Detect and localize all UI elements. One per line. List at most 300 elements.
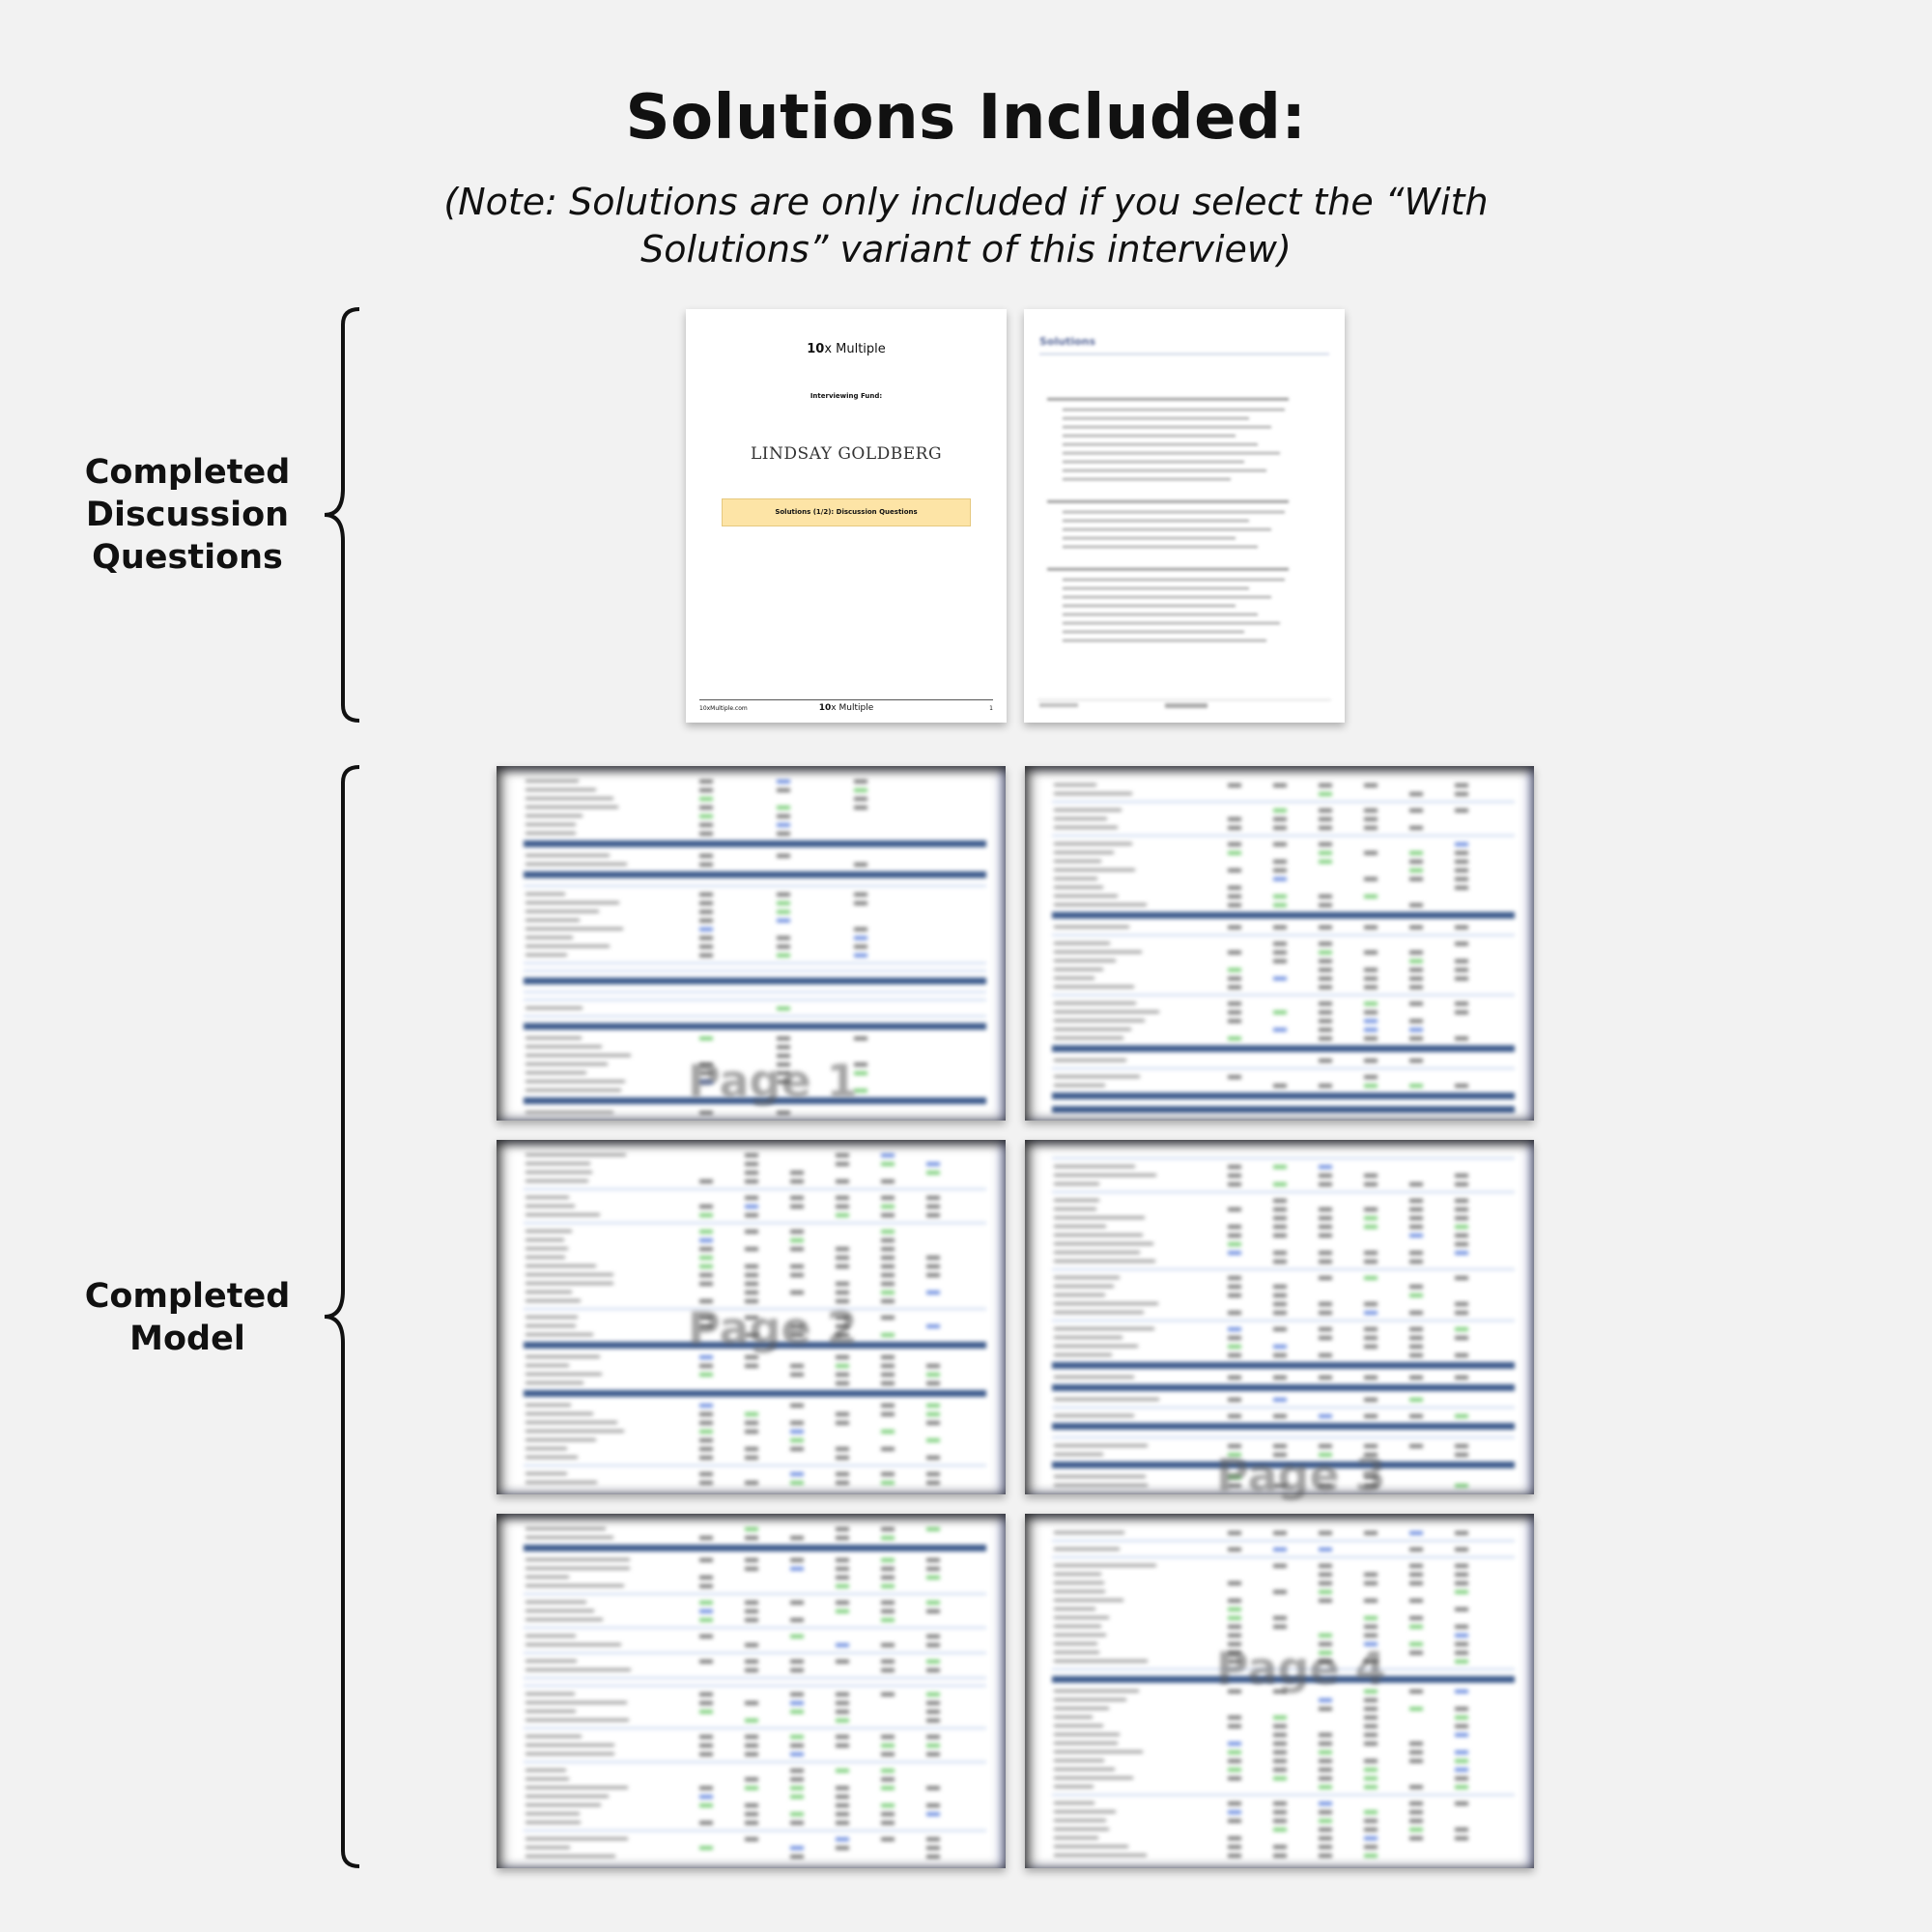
sheet-cell bbox=[1273, 826, 1287, 830]
sheet-cell bbox=[1319, 1581, 1332, 1585]
sheet-cell bbox=[777, 1007, 790, 1010]
sheet-cell bbox=[745, 1527, 758, 1531]
sheet-cell bbox=[926, 1735, 940, 1739]
sheet-cell bbox=[699, 832, 713, 836]
sheet-cell bbox=[745, 1273, 758, 1277]
sheet-cell bbox=[881, 1291, 895, 1294]
watermark-page-4: Page 4 bbox=[1216, 1642, 1386, 1694]
sheet-cell bbox=[790, 1536, 804, 1540]
sheet-cell bbox=[836, 1744, 849, 1747]
sheet-cell bbox=[1409, 1564, 1423, 1568]
sheet-cell bbox=[1273, 951, 1287, 954]
sheet-header-bar bbox=[524, 1545, 986, 1551]
sheet-cell bbox=[1409, 1019, 1423, 1023]
sheet-cell bbox=[1319, 1234, 1332, 1237]
sheet-row-label bbox=[1054, 951, 1142, 953]
sheet-cell bbox=[881, 1264, 895, 1268]
sheet-cell bbox=[1273, 1234, 1287, 1237]
sheet-cell bbox=[1364, 1028, 1378, 1032]
sheet-cell bbox=[881, 1238, 895, 1242]
sheet-section-line bbox=[1052, 801, 1515, 803]
sheet-cell bbox=[1273, 1345, 1287, 1349]
sheet-cell bbox=[1409, 1311, 1423, 1315]
sheet-cell bbox=[926, 1634, 940, 1638]
sheet-cell bbox=[1228, 826, 1241, 830]
sheet-row-label bbox=[526, 1558, 630, 1561]
sheet-cell bbox=[790, 1238, 804, 1242]
sheet-cell bbox=[1364, 1776, 1378, 1780]
sheet-cell bbox=[1364, 1573, 1378, 1577]
sheet-cell bbox=[745, 1247, 758, 1251]
sheet-cell bbox=[1319, 1785, 1332, 1789]
sheet-cell bbox=[777, 806, 790, 810]
sheet-cell bbox=[1409, 1759, 1423, 1763]
bracket-model bbox=[317, 763, 365, 1870]
sheet-cell bbox=[790, 1247, 804, 1251]
sheet-cell bbox=[1228, 1037, 1241, 1040]
sheet-cell bbox=[790, 1618, 804, 1622]
sheet-cell bbox=[1273, 1768, 1287, 1772]
sheet-cell bbox=[1364, 1336, 1378, 1340]
sheet-cell bbox=[1273, 1548, 1287, 1551]
sheet-cell bbox=[1409, 1444, 1423, 1448]
sheet-cell bbox=[1455, 1302, 1468, 1306]
sheet-cell bbox=[1364, 1716, 1378, 1719]
sheet-cell bbox=[790, 1752, 804, 1756]
sheet-cell bbox=[881, 1752, 895, 1756]
sheet-cell bbox=[881, 1660, 895, 1663]
sheet-cell bbox=[1455, 1311, 1468, 1315]
sheet-cell bbox=[1319, 1182, 1332, 1186]
sheet-cell bbox=[1273, 1802, 1287, 1805]
sheet-cell bbox=[745, 1735, 758, 1739]
sheet-cell bbox=[854, 863, 867, 867]
sheet-cell bbox=[1319, 1327, 1332, 1331]
sheet-cell bbox=[1228, 1276, 1241, 1280]
sheet-cell bbox=[881, 1373, 895, 1377]
sheet-row-label bbox=[1054, 809, 1122, 811]
sheet-cell bbox=[881, 1837, 895, 1841]
sheet-row-label bbox=[526, 1153, 626, 1156]
sheet-cell bbox=[1455, 1353, 1468, 1357]
sheet-cell bbox=[1319, 1376, 1332, 1379]
sheet-cell bbox=[1228, 951, 1241, 954]
sheet-cell bbox=[1319, 1208, 1332, 1211]
sheet-row-label bbox=[526, 1710, 576, 1713]
sheet-cell bbox=[1273, 1208, 1287, 1211]
solutions-answer-line bbox=[1063, 537, 1236, 539]
sheet-row-label bbox=[1054, 925, 1129, 928]
sheet-cell bbox=[1409, 1199, 1423, 1203]
sheet-row-label bbox=[526, 1812, 580, 1815]
sheet-cell bbox=[1455, 1785, 1468, 1789]
sheet-cell bbox=[1228, 1353, 1241, 1357]
sheet-cell bbox=[836, 1846, 849, 1850]
solutions-answer-line bbox=[1063, 417, 1249, 419]
sheet-row-label bbox=[526, 1273, 613, 1276]
sheet-cell bbox=[1409, 1616, 1423, 1620]
sheet-cell bbox=[1273, 1828, 1287, 1832]
sheet-cell bbox=[699, 1430, 713, 1434]
sheet-cell bbox=[699, 797, 713, 801]
sheet-cell bbox=[926, 1373, 940, 1377]
sheet-cell bbox=[836, 1576, 849, 1579]
sheet-cell bbox=[1455, 1776, 1468, 1780]
sheet-cell bbox=[836, 1710, 849, 1714]
sheet-cell bbox=[699, 1692, 713, 1696]
sheet-cell bbox=[1409, 1216, 1423, 1220]
sheet-row-label bbox=[526, 1430, 624, 1433]
sheet-section-line bbox=[524, 999, 986, 1001]
sheet-cell bbox=[836, 1692, 849, 1696]
sheet-cell bbox=[1319, 1742, 1332, 1746]
sheet-cell bbox=[1273, 1028, 1287, 1032]
sheet-cell bbox=[1319, 1414, 1332, 1418]
sheet-cell bbox=[699, 814, 713, 818]
sheet-cell bbox=[881, 1179, 895, 1183]
sheet-cell bbox=[1409, 1750, 1423, 1754]
sheet-cell bbox=[1364, 1216, 1378, 1220]
sheet-row-label bbox=[526, 1355, 600, 1358]
sheet-cell bbox=[777, 832, 790, 836]
sheet-cell bbox=[699, 1273, 713, 1277]
sheet-row-label bbox=[1054, 877, 1097, 880]
sheet-cell bbox=[1319, 1750, 1332, 1754]
sheet-cell bbox=[699, 780, 713, 783]
sheet-row-label bbox=[526, 1247, 568, 1250]
sheet-cell bbox=[790, 1846, 804, 1850]
sheet-cell bbox=[1455, 1651, 1468, 1655]
sheet-cell bbox=[1409, 1353, 1423, 1357]
sheet-cell bbox=[745, 1282, 758, 1286]
sheet-cell bbox=[1409, 1819, 1423, 1823]
label-line: Discussion bbox=[85, 496, 290, 534]
sheet-cell bbox=[1319, 1165, 1332, 1169]
sheet-cell bbox=[777, 814, 790, 818]
sheet-cell bbox=[1364, 877, 1378, 881]
sheet-row-label bbox=[1054, 1075, 1140, 1078]
sheet-cell bbox=[790, 1710, 804, 1714]
sheet-row-label bbox=[1054, 1484, 1148, 1487]
sheet-row-label bbox=[1054, 1345, 1138, 1348]
label-line: Completed bbox=[84, 453, 291, 492]
sheet-cell bbox=[881, 1205, 895, 1208]
sheet-row-label bbox=[526, 1769, 566, 1772]
sheet-row-label bbox=[526, 1601, 586, 1604]
sheet-cell bbox=[745, 1171, 758, 1175]
sheet-header-bar bbox=[524, 1390, 986, 1397]
sheet-cell bbox=[836, 1481, 849, 1485]
sheet-section-line bbox=[1052, 1067, 1515, 1069]
sheet-row-label bbox=[1054, 1690, 1139, 1692]
sheet-row-label bbox=[1054, 1260, 1155, 1263]
sheet-cell bbox=[881, 1316, 895, 1320]
sheet-cell bbox=[1228, 868, 1241, 872]
sheet-row-label bbox=[526, 1421, 617, 1424]
sheet-cell bbox=[1319, 903, 1332, 907]
sheet-cell bbox=[836, 1786, 849, 1790]
sheet-cell bbox=[1319, 1707, 1332, 1711]
sheet-row-label bbox=[526, 893, 565, 895]
sheet-row-label bbox=[1054, 1564, 1156, 1567]
sheet-cell bbox=[1364, 1836, 1378, 1840]
sheet-cell bbox=[745, 1558, 758, 1562]
sheet-cell bbox=[1409, 1037, 1423, 1040]
sheet-cell bbox=[926, 1456, 940, 1460]
sheet-row-label bbox=[526, 1404, 571, 1406]
sheet-cell bbox=[1228, 1616, 1241, 1620]
sheet-cell bbox=[699, 1256, 713, 1260]
sheet-section-line bbox=[1052, 1436, 1515, 1438]
sheet-row-label bbox=[1054, 1716, 1093, 1719]
sheet-cell bbox=[1455, 1216, 1468, 1220]
sheet-cell bbox=[1319, 1599, 1332, 1603]
sheet-row-label bbox=[526, 854, 610, 857]
sheet-cell bbox=[1319, 951, 1332, 954]
sheet-header-bar bbox=[1052, 1106, 1515, 1113]
sheet-row-label bbox=[1054, 1242, 1153, 1245]
sheet-row-label bbox=[526, 945, 610, 948]
sheet-cell bbox=[1455, 1414, 1468, 1418]
sheet-cell bbox=[1273, 783, 1287, 787]
sheet-cell bbox=[1228, 886, 1241, 890]
sheet-row-label bbox=[526, 901, 619, 904]
sheet-cell bbox=[1273, 1302, 1287, 1306]
sheet-cell bbox=[1228, 1242, 1241, 1246]
sheet-cell bbox=[836, 1364, 849, 1368]
sheet-row-label bbox=[526, 1777, 569, 1780]
sheet-cell bbox=[926, 1213, 940, 1217]
solutions-question-line bbox=[1047, 398, 1289, 401]
sheet-cell bbox=[881, 1668, 895, 1672]
sheet-cell bbox=[1228, 1327, 1241, 1331]
sheet-cell bbox=[790, 1171, 804, 1175]
sheet-cell bbox=[699, 1364, 713, 1368]
label-line: Completed bbox=[84, 1277, 291, 1316]
sheet-cell bbox=[836, 1381, 849, 1385]
cover-subheading: Interviewing Fund: bbox=[810, 392, 883, 400]
sheet-cell bbox=[1455, 1828, 1468, 1832]
sheet-row-label bbox=[1054, 1285, 1114, 1288]
sheet-cell bbox=[699, 1238, 713, 1242]
solutions-answer-line bbox=[1063, 605, 1236, 607]
sheet-row-label bbox=[526, 797, 613, 800]
sheet-cell bbox=[790, 1364, 804, 1368]
sheet-cell bbox=[881, 1643, 895, 1647]
sheet-cell bbox=[836, 1196, 849, 1200]
sheet-row-label bbox=[526, 1299, 581, 1302]
sheet-cell bbox=[1364, 1581, 1378, 1585]
cover-band: Solutions (1/2): Discussion Questions bbox=[722, 498, 971, 526]
sheet-cell bbox=[699, 1282, 713, 1286]
sheet-cell bbox=[699, 1821, 713, 1825]
sheet-cell bbox=[836, 1153, 849, 1157]
sheet-cell bbox=[699, 1752, 713, 1756]
sheet-cell bbox=[1409, 951, 1423, 954]
sheet-cell bbox=[836, 1447, 849, 1451]
sheet-cell bbox=[699, 854, 713, 858]
sheet-cell bbox=[1273, 868, 1287, 872]
sheet-cell bbox=[1273, 1444, 1287, 1448]
sheet-cell bbox=[699, 1536, 713, 1540]
sheet-cell bbox=[836, 1247, 849, 1251]
sheet-cell bbox=[1273, 1724, 1287, 1728]
sheet-cell bbox=[790, 1481, 804, 1485]
sheet-cell bbox=[1364, 1327, 1378, 1331]
sheet-cell bbox=[1273, 1251, 1287, 1255]
sheet-cell bbox=[881, 1618, 895, 1622]
sheet-row-label bbox=[526, 780, 579, 782]
sheet-cell bbox=[1455, 1836, 1468, 1840]
sheet-row-label bbox=[1054, 1028, 1131, 1031]
sheet-cell bbox=[881, 1576, 895, 1579]
sheet-cell bbox=[699, 1481, 713, 1485]
sheet-cell bbox=[777, 893, 790, 896]
sheet-cell bbox=[1228, 1182, 1241, 1186]
model-sheet-content bbox=[497, 1514, 1006, 1868]
sheet-row-label bbox=[526, 1447, 567, 1450]
label-discussion bbox=[43, 451, 332, 579]
sheet-cell bbox=[1364, 1768, 1378, 1772]
sheet-cell bbox=[1228, 1285, 1241, 1289]
solutions-page-body bbox=[1024, 309, 1345, 723]
solutions-answer-line bbox=[1063, 478, 1231, 480]
sheet-cell bbox=[1409, 1802, 1423, 1805]
sheet-cell bbox=[745, 1421, 758, 1425]
sheet-cell bbox=[790, 1179, 804, 1183]
sheet-cell bbox=[1228, 895, 1241, 898]
sheet-cell bbox=[699, 1355, 713, 1359]
sheet-cell bbox=[836, 1256, 849, 1260]
sheet-cell bbox=[699, 893, 713, 896]
sheet-row-label bbox=[1054, 1651, 1099, 1654]
sheet-row-label bbox=[526, 1205, 575, 1208]
sheet-row-label bbox=[526, 1472, 567, 1475]
sheet-cell bbox=[699, 1111, 713, 1115]
sheet-row-label bbox=[526, 1719, 629, 1721]
sheet-cell bbox=[1409, 968, 1423, 972]
sheet-cell bbox=[790, 1777, 804, 1781]
sheet-cell bbox=[836, 1264, 849, 1268]
sheet-cell bbox=[1319, 1759, 1332, 1763]
page-title: Solutions Included: bbox=[625, 82, 1307, 154]
sheet-cell bbox=[836, 1373, 849, 1377]
sheet-cell bbox=[1364, 1854, 1378, 1858]
sheet-row-label bbox=[526, 823, 576, 826]
sheet-cell bbox=[1273, 1010, 1287, 1014]
sheet-cell bbox=[836, 1735, 849, 1739]
sheet-cell bbox=[1409, 1581, 1423, 1585]
sheet-cell bbox=[1409, 1376, 1423, 1379]
sheet-row-label bbox=[1054, 1590, 1105, 1593]
cover-logo bbox=[686, 342, 1007, 356]
sheet-row-label bbox=[1054, 968, 1103, 971]
sheet-cell bbox=[790, 1812, 804, 1816]
sheet-row-label bbox=[526, 953, 567, 956]
sheet-cell bbox=[1273, 1414, 1287, 1418]
sheet-cell bbox=[1319, 1037, 1332, 1040]
sheet-cell bbox=[1319, 1174, 1332, 1178]
sheet-row-label bbox=[1054, 1759, 1104, 1762]
sheet-cell bbox=[1364, 1599, 1378, 1603]
sheet-cell bbox=[854, 1037, 867, 1040]
sheet-cell bbox=[1273, 1531, 1287, 1535]
sheet-cell bbox=[1319, 1002, 1332, 1006]
sheet-cell bbox=[1319, 1028, 1332, 1032]
sheet-cell bbox=[1409, 1625, 1423, 1629]
sheet-cell bbox=[854, 806, 867, 810]
sheet-cell bbox=[836, 1609, 849, 1613]
sheet-cell bbox=[1409, 1742, 1423, 1746]
sheet-cell bbox=[1364, 1845, 1378, 1849]
sheet-cell bbox=[1319, 826, 1332, 830]
sheet-cell bbox=[745, 1536, 758, 1540]
sheet-cell bbox=[836, 1179, 849, 1183]
solutions-answer-line bbox=[1063, 528, 1271, 530]
sheet-cell bbox=[1455, 1548, 1468, 1551]
sheet-cell bbox=[745, 1609, 758, 1613]
sheet-cell bbox=[1364, 1251, 1378, 1255]
sheet-cell bbox=[1455, 851, 1468, 855]
sheet-cell bbox=[699, 919, 713, 923]
sheet-cell bbox=[1409, 826, 1423, 830]
sheet-row-label bbox=[526, 1238, 564, 1241]
footer-logo-rest: x Multiple bbox=[831, 703, 874, 713]
sheet-cell bbox=[1228, 1581, 1241, 1585]
sheet-cell bbox=[926, 1558, 940, 1562]
sheet-cell bbox=[1364, 1276, 1378, 1280]
sheet-cell bbox=[1455, 868, 1468, 872]
sheet-cell bbox=[1273, 1327, 1287, 1331]
sheet-row-label bbox=[526, 1752, 614, 1755]
sheet-cell bbox=[1364, 985, 1378, 989]
sheet-row-label bbox=[1054, 1208, 1096, 1210]
sheet-cell bbox=[1228, 1810, 1241, 1814]
sheet-cell bbox=[926, 1576, 940, 1579]
sheet-cell bbox=[1273, 1376, 1287, 1379]
sheet-cell bbox=[1364, 1260, 1378, 1264]
sheet-cell bbox=[1455, 1376, 1468, 1379]
sheet-cell bbox=[699, 953, 713, 957]
sheet-row-label bbox=[1054, 1776, 1133, 1779]
sheet-cell bbox=[836, 1527, 849, 1531]
sheet-cell bbox=[926, 1701, 940, 1705]
sheet-cell bbox=[790, 1558, 804, 1562]
sheet-cell bbox=[699, 1264, 713, 1268]
sheet-row-label bbox=[1054, 1828, 1109, 1831]
solutions-answer-line bbox=[1063, 639, 1266, 641]
sheet-cell bbox=[836, 1412, 849, 1416]
sheet-cell bbox=[926, 1643, 940, 1647]
sheet-cell bbox=[1228, 903, 1241, 907]
solutions-answer-line bbox=[1063, 511, 1285, 513]
sheet-section-line bbox=[1052, 1556, 1515, 1558]
sheet-row-label bbox=[1054, 959, 1116, 962]
sheet-cell bbox=[1228, 1002, 1241, 1006]
sheet-cell bbox=[1273, 1293, 1287, 1297]
solutions-answer-line bbox=[1063, 579, 1285, 581]
sheet-cell bbox=[699, 1744, 713, 1747]
sheet-section-line bbox=[524, 1685, 986, 1687]
sheet-cell bbox=[1364, 1634, 1378, 1637]
solutions-answer-line bbox=[1063, 622, 1280, 624]
sheet-row-label bbox=[526, 1054, 631, 1057]
sheet-section-line bbox=[1052, 1157, 1515, 1159]
sheet-row-label bbox=[1054, 1276, 1120, 1279]
sheet-cell bbox=[926, 1162, 940, 1166]
sheet-cell bbox=[790, 1447, 804, 1451]
sheet-row-label bbox=[1054, 851, 1114, 854]
